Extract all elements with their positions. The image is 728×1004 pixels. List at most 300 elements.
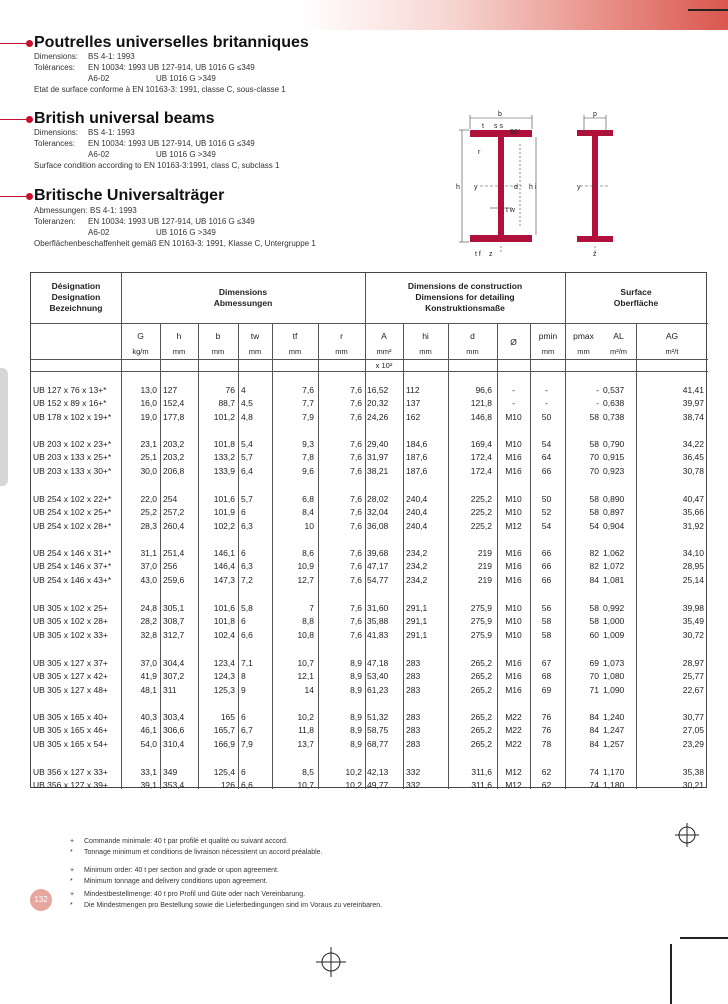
header-surface: Surface Oberfläche	[613, 287, 659, 308]
table-cell: 121,8	[470, 398, 492, 409]
cell-designation: UB 254 x 146 x 31+*	[33, 548, 112, 558]
table-cell: M12	[505, 520, 522, 531]
table-cell: 11,8	[298, 725, 314, 736]
meta-value: EN 10034: 1993 UB 127-914, UB 1016 G ≤349	[88, 63, 255, 72]
table-cell: 1,081	[603, 574, 625, 585]
table-cell: 49,77	[367, 780, 389, 791]
table-cell: 7,6	[302, 385, 314, 395]
table-cell: 25,77	[682, 671, 704, 682]
table-row	[31, 685, 708, 698]
table-cell: 6,6	[241, 629, 253, 640]
symbol-A: A	[381, 331, 387, 341]
cell-designation: UB 152 x 89 x 16+*	[33, 398, 107, 409]
diagram-label-angle: 90°	[510, 129, 521, 136]
table-cell: M22	[505, 725, 522, 736]
table-row	[31, 561, 708, 574]
table-cell: 8,9	[350, 725, 362, 736]
table-cell: -	[596, 385, 599, 395]
table-cell: 0,904	[603, 520, 625, 531]
page-number: 132	[30, 889, 52, 911]
meta-value: UB 1016 G >349	[156, 150, 216, 159]
table-cell: 152,4	[163, 398, 185, 409]
table-cell: 1,170	[603, 767, 625, 777]
table-cell: 251,4	[163, 548, 185, 558]
table-cell: 101,9	[213, 507, 235, 518]
table-cell: 84	[589, 712, 599, 722]
table-cell: 10,2	[297, 712, 314, 722]
table-cell: 6	[241, 548, 246, 558]
table-cell: 64	[541, 452, 552, 463]
table-cell: 66	[541, 465, 552, 476]
table-cell: 169,4	[470, 439, 492, 449]
header-dimensions: Dimensions Abmessungen	[213, 287, 273, 308]
table-cell: 40,47	[682, 494, 704, 504]
table-cell: 101,2	[213, 411, 235, 422]
section-title-en: British universal beams	[34, 110, 215, 127]
table-cell: 39,98	[682, 603, 704, 613]
table-cell: M10	[505, 411, 522, 422]
table-cell: 257,2	[163, 507, 185, 518]
table-row	[31, 671, 708, 684]
table-cell: 101,8	[213, 439, 235, 449]
diagram-label-d: d	[514, 184, 518, 191]
table-row	[31, 603, 708, 616]
table-cell: 6,3	[241, 561, 253, 572]
table-cell: 70	[589, 671, 599, 682]
table-cell: 9,3	[302, 439, 314, 449]
table-cell: 61,23	[367, 684, 389, 695]
meta-label: Dimensions:	[34, 52, 79, 61]
table-cell: 50	[541, 494, 552, 504]
table-cell: 84	[589, 574, 599, 585]
table-cell: 27,05	[682, 725, 704, 736]
table-cell: 240,4	[406, 494, 428, 504]
table-cell: 5,7	[241, 494, 253, 504]
table-cell: 62	[541, 767, 552, 777]
table-cell: 69	[541, 684, 552, 695]
header-banner	[300, 0, 728, 30]
meta-label: Abmessungen:	[34, 206, 88, 215]
header-construction: Dimensions de construction Dimensions for detailing Konstruktionsmaße	[407, 281, 523, 313]
table-row	[31, 521, 708, 534]
table-cell: 82	[589, 548, 599, 558]
meta-value: BS 4-1: 1993	[88, 128, 135, 137]
cell-designation: UB 305 x 165 x 46+	[33, 725, 108, 736]
meta-value: Surface condition according to EN 10163-3:1991, class C, subclass 1	[34, 161, 280, 170]
table-cell: 60	[589, 629, 599, 640]
unit-r: mm	[335, 347, 348, 356]
symbol-h: h	[176, 331, 182, 341]
table-cell: M10	[505, 603, 522, 613]
table-cell: 7,6	[350, 385, 362, 395]
table-cell: 1,072	[603, 561, 625, 572]
table-cell: 203,2	[163, 452, 185, 463]
table-cell: 265,2	[470, 658, 492, 668]
table-cell: 219	[477, 561, 492, 572]
diagram-label-y: y	[577, 184, 581, 191]
table-row	[31, 412, 708, 425]
table-row	[31, 575, 708, 588]
footnote-text: Minimum order: 40 t per section and grade or upon agreement.	[84, 867, 279, 874]
table-cell: 240,4	[406, 520, 428, 531]
cell-designation: UB 305 x 102 x 33+	[33, 629, 108, 640]
table-cell: 283	[406, 725, 421, 736]
table-cell: 7,6	[350, 465, 362, 476]
table-cell: 7,6	[350, 561, 362, 572]
cell-designation: UB 178 x 102 x 19+*	[33, 411, 112, 422]
table-cell: 6	[241, 767, 246, 777]
table-cell: 8,8	[302, 616, 314, 627]
table-cell: 35,88	[367, 616, 389, 627]
table-cell: 7,6	[350, 398, 362, 409]
table-cell: 74	[589, 780, 599, 791]
table-cell: 206,8	[163, 465, 185, 476]
table-cell: 58	[589, 507, 599, 518]
table-cell: 127	[163, 385, 178, 395]
section-meta-de	[34, 206, 454, 256]
table-cell: 6,3	[241, 520, 253, 531]
table-cell: 7	[309, 603, 314, 613]
table-cell: 265,2	[470, 684, 492, 695]
table-cell: 225,2	[470, 507, 492, 518]
table-cell: 1,062	[603, 548, 625, 558]
table-cell: 7,6	[350, 411, 362, 422]
table-cell: 7,6	[350, 439, 362, 449]
table-cell: M10	[505, 494, 522, 504]
table-cell: 54	[541, 520, 552, 531]
table-cell: -	[512, 398, 515, 409]
table-cell: 8,5	[302, 767, 314, 777]
table-cell: 46,1	[140, 725, 157, 736]
table-cell: M16	[505, 548, 522, 558]
table-cell: 14	[304, 684, 314, 695]
table-cell: 58	[541, 629, 552, 640]
table-cell: 184,6	[406, 439, 428, 449]
table-cell: 187,6	[406, 465, 428, 476]
footnote-text: Minimum tonnage and delivery conditions upon agreement.	[84, 878, 268, 885]
table-cell: 275,9	[470, 616, 492, 627]
table-cell: 5,7	[241, 452, 253, 463]
table-cell: 13,0	[140, 385, 157, 395]
table-cell: 35,66	[682, 507, 704, 518]
table-cell: 275,9	[470, 603, 492, 613]
table-cell: 308,7	[163, 616, 185, 627]
table-cell: 303,4	[163, 712, 185, 722]
meta-label: Tolerances:	[34, 139, 75, 148]
table-row	[31, 385, 708, 398]
table-cell: 9	[241, 684, 246, 695]
table-cell: 39,68	[367, 548, 389, 558]
table-cell: 101,6	[213, 603, 235, 613]
section-rule	[0, 43, 28, 44]
table-cell: 0,638	[603, 398, 625, 409]
table-cell: 172,4	[470, 465, 492, 476]
table-cell: 219	[477, 548, 492, 558]
table-rule	[31, 323, 708, 324]
table-cell: 35,38	[682, 767, 704, 777]
table-cell: 1,247	[603, 725, 625, 736]
table-cell: 7,9	[302, 411, 314, 422]
unit-AL: m²/m	[609, 347, 628, 356]
table-row	[31, 739, 708, 752]
table-cell: 31,97	[367, 452, 389, 463]
table-cell: M22	[505, 738, 522, 749]
table-cell: 4,8	[241, 411, 253, 422]
table-cell: 146,4	[213, 561, 235, 572]
table-cell: 275,9	[470, 629, 492, 640]
table-row	[31, 439, 708, 452]
area-factor: x 10²	[375, 361, 393, 370]
table-cell: 7,2	[241, 574, 253, 585]
table-cell: 8,9	[350, 712, 362, 722]
table-cell: M12	[505, 780, 522, 791]
table-cell: 35,49	[682, 616, 704, 627]
meta-value: EN 10034: 1993 UB 127-914, UB 1016 G ≤349	[88, 217, 255, 226]
table-cell: 76	[541, 725, 552, 736]
table-cell: 58	[589, 616, 599, 627]
table-cell: 54	[589, 520, 599, 531]
table-cell: 56	[541, 603, 552, 613]
table-row	[31, 494, 708, 507]
table-cell: 353,4	[163, 780, 185, 791]
diagram-label-z: z	[593, 251, 597, 258]
table-cell: 29,40	[367, 439, 389, 449]
table-cell: 25,1	[140, 452, 157, 463]
table-cell: 283	[406, 684, 421, 695]
table-cell: 187,6	[406, 452, 428, 463]
table-cell: 74	[589, 767, 599, 777]
table-cell: 123,4	[213, 658, 235, 668]
table-cell: 283	[406, 738, 421, 749]
table-row	[31, 780, 708, 793]
table-cell: 58	[541, 616, 552, 627]
table-row	[31, 507, 708, 520]
table-cell: 6,8	[302, 494, 314, 504]
table-cell: 25,2	[140, 507, 157, 518]
table-cell: 4	[241, 385, 246, 395]
symbol-G: G	[137, 331, 144, 341]
cell-designation: UB 254 x 146 x 37+*	[33, 561, 112, 572]
table-cell: 34,22	[682, 439, 704, 449]
table-cell: 283	[406, 671, 421, 682]
table-cell: 283	[406, 658, 421, 668]
table-cell: 305,1	[163, 603, 185, 613]
table-cell: 7,6	[350, 603, 362, 613]
table-cell: 7,6	[350, 616, 362, 627]
table-cell: 16,0	[140, 398, 157, 409]
meta-value: Oberflächenbeschaffenheit gemäß EN 10163-3: 1991, Klasse C, Untergruppe 1	[34, 239, 316, 248]
diagram-label-t: t	[482, 123, 484, 130]
table-cell: 0,923	[603, 465, 625, 476]
table-cell: 137	[406, 398, 421, 409]
table-cell: 40,3	[140, 712, 157, 722]
table-row	[31, 630, 708, 643]
table-cell: 24,8	[140, 603, 157, 613]
cell-designation: UB 203 x 102 x 23+*	[33, 439, 112, 449]
table-cell: 10,9	[297, 561, 314, 572]
ibeam-diagram	[450, 108, 620, 260]
table-row	[31, 452, 708, 465]
table-cell: 42,13	[367, 767, 389, 777]
unit-h: mm	[172, 347, 186, 356]
table-cell: 7,6	[350, 452, 362, 463]
table-cell: M16	[505, 658, 522, 668]
table-cell: 20,32	[367, 398, 389, 409]
table-cell: 43,0	[140, 574, 157, 585]
table-cell: 0,897	[603, 507, 625, 518]
table-cell: 7,6	[350, 507, 362, 518]
table-row	[31, 466, 708, 479]
cell-designation: UB 127 x 76 x 13+*	[33, 385, 107, 395]
footnote-text: Tonnage minimum et conditions de livraison nécessitent un accord préalable.	[84, 849, 323, 856]
table-cell: 47,18	[367, 658, 389, 668]
table-cell: 37,0	[140, 658, 157, 668]
table-cell: M16	[505, 465, 522, 476]
table-cell: 19,0	[140, 411, 157, 422]
table-cell: 54,0	[140, 738, 157, 749]
beam-data-table	[30, 272, 707, 791]
table-cell: 8,6	[302, 548, 314, 558]
table-cell: 283	[406, 712, 421, 722]
table-cell: 8,9	[350, 658, 362, 668]
table-row	[31, 398, 708, 411]
cell-designation: UB 305 x 127 x 48+	[33, 684, 108, 695]
table-cell: 291,1	[406, 629, 428, 640]
table-cell: 259,6	[163, 574, 185, 585]
table-cell: 76	[541, 712, 552, 722]
section-rule	[0, 196, 28, 197]
footnote-mark: *	[70, 902, 73, 909]
table-cell: M16	[505, 671, 522, 682]
table-cell: 37,0	[140, 561, 157, 572]
diagram-label-p: p	[593, 111, 597, 118]
table-cell: 52	[541, 507, 552, 518]
section-title-fr: Poutrelles universelles britanniques	[34, 34, 309, 51]
table-cell: 58	[589, 411, 599, 422]
table-cell: 38,74	[682, 411, 704, 422]
table-cell: 234,2	[406, 574, 428, 585]
cell-designation: UB 305 x 102 x 28+	[33, 616, 108, 627]
table-cell: 1,073	[603, 658, 625, 668]
table-cell: 10,2	[345, 780, 362, 791]
unit-A: mm²	[376, 347, 392, 356]
diagram-label-r: r	[478, 149, 481, 156]
table-cell: 50	[541, 411, 552, 422]
meta-value: A6-02	[88, 150, 110, 159]
table-row	[31, 712, 708, 725]
table-cell: 265,2	[470, 712, 492, 722]
table-cell: 8,9	[350, 738, 362, 749]
meta-label: Toleranzen:	[34, 217, 76, 226]
table-cell: 76	[225, 385, 235, 395]
meta-value: Etat de surface conforme à EN 10163-3: 1991, classe C, sous-classe 1	[34, 85, 286, 94]
crop-mark-bottom-right	[680, 937, 728, 939]
table-cell: M10	[505, 629, 522, 640]
table-cell: 31,60	[367, 603, 389, 613]
table-cell: 7,6	[350, 629, 362, 640]
table-cell: 260,4	[163, 520, 185, 531]
table-cell: 67	[541, 658, 552, 668]
meta-label: Tolérances:	[34, 63, 75, 72]
section-title-de: Britische Universalträger	[34, 187, 225, 204]
unit-G: kg/m	[132, 347, 149, 356]
footnote-mark: +	[70, 867, 75, 874]
table-cell: 24,26	[367, 411, 389, 422]
table-cell: 6	[241, 507, 246, 518]
meta-label: Dimensions:	[34, 128, 79, 137]
table-cell: 165	[220, 712, 235, 722]
diagram-label-ss: s s	[494, 123, 503, 130]
table-cell: 58,75	[367, 725, 389, 736]
table-cell: 172,4	[470, 452, 492, 463]
table-cell: 101,6	[213, 494, 235, 504]
table-cell: 10,2	[345, 767, 362, 777]
unit-tw: mm	[248, 347, 262, 356]
table-cell: 58	[589, 439, 599, 449]
table-rule	[31, 371, 708, 372]
table-cell: 265,2	[470, 671, 492, 682]
table-cell: 30,77	[682, 712, 704, 722]
table-cell: 69	[589, 658, 599, 668]
table-cell: M10	[505, 439, 522, 449]
table-cell: 23,29	[682, 738, 704, 749]
table-cell: 12,7	[297, 574, 314, 585]
unit-AG: m²/t	[665, 347, 679, 356]
table-cell: 54	[541, 439, 552, 449]
symbol-AG: AG	[665, 331, 679, 341]
table-cell: 311	[163, 684, 177, 695]
table-cell: 1,257	[603, 738, 625, 749]
table-row	[31, 548, 708, 561]
section-meta-en	[34, 128, 434, 178]
table-cell: 32,8	[140, 629, 157, 640]
table-cell: 6	[241, 712, 246, 722]
table-cell: 307,2	[163, 671, 185, 682]
cell-designation: UB 305 x 102 x 25+	[33, 603, 108, 613]
table-cell: 6,7	[241, 725, 253, 736]
cell-designation: UB 305 x 165 x 54+	[33, 738, 108, 749]
table-cell: 112	[406, 385, 420, 395]
table-cell: M10	[505, 507, 522, 518]
table-cell: 10,8	[297, 629, 314, 640]
table-cell: 28,3	[140, 520, 157, 531]
meta-value: BS 4-1: 1993	[88, 52, 135, 61]
cell-designation: UB 356 x 127 x 39+	[33, 780, 108, 791]
table-cell: 349	[163, 767, 178, 777]
table-cell: 7,8	[302, 452, 314, 463]
table-cell: 7,6	[350, 520, 362, 531]
table-cell: 312,7	[163, 629, 185, 640]
table-cell: M16	[505, 561, 522, 572]
table-cell: 203,2	[163, 439, 185, 449]
symbol-tf: tf	[292, 331, 298, 341]
unit-b: mm	[211, 347, 225, 356]
symbol-d: d	[470, 331, 475, 341]
table-cell: 58	[589, 494, 599, 504]
table-cell: -	[512, 385, 515, 395]
registration-mark-bottom	[316, 947, 346, 977]
symbol-b: b	[215, 331, 221, 341]
section-rule	[0, 119, 28, 120]
table-cell: 28,97	[682, 658, 704, 668]
symbol-bolt: Ø	[510, 337, 517, 347]
table-cell: -	[545, 398, 548, 409]
table-cell: 304,4	[163, 658, 185, 668]
table-cell: 30,0	[140, 465, 157, 476]
table-cell: 162	[406, 411, 421, 422]
meta-value: UB 1016 G >349	[156, 74, 216, 83]
table-cell: 54,77	[367, 574, 389, 585]
